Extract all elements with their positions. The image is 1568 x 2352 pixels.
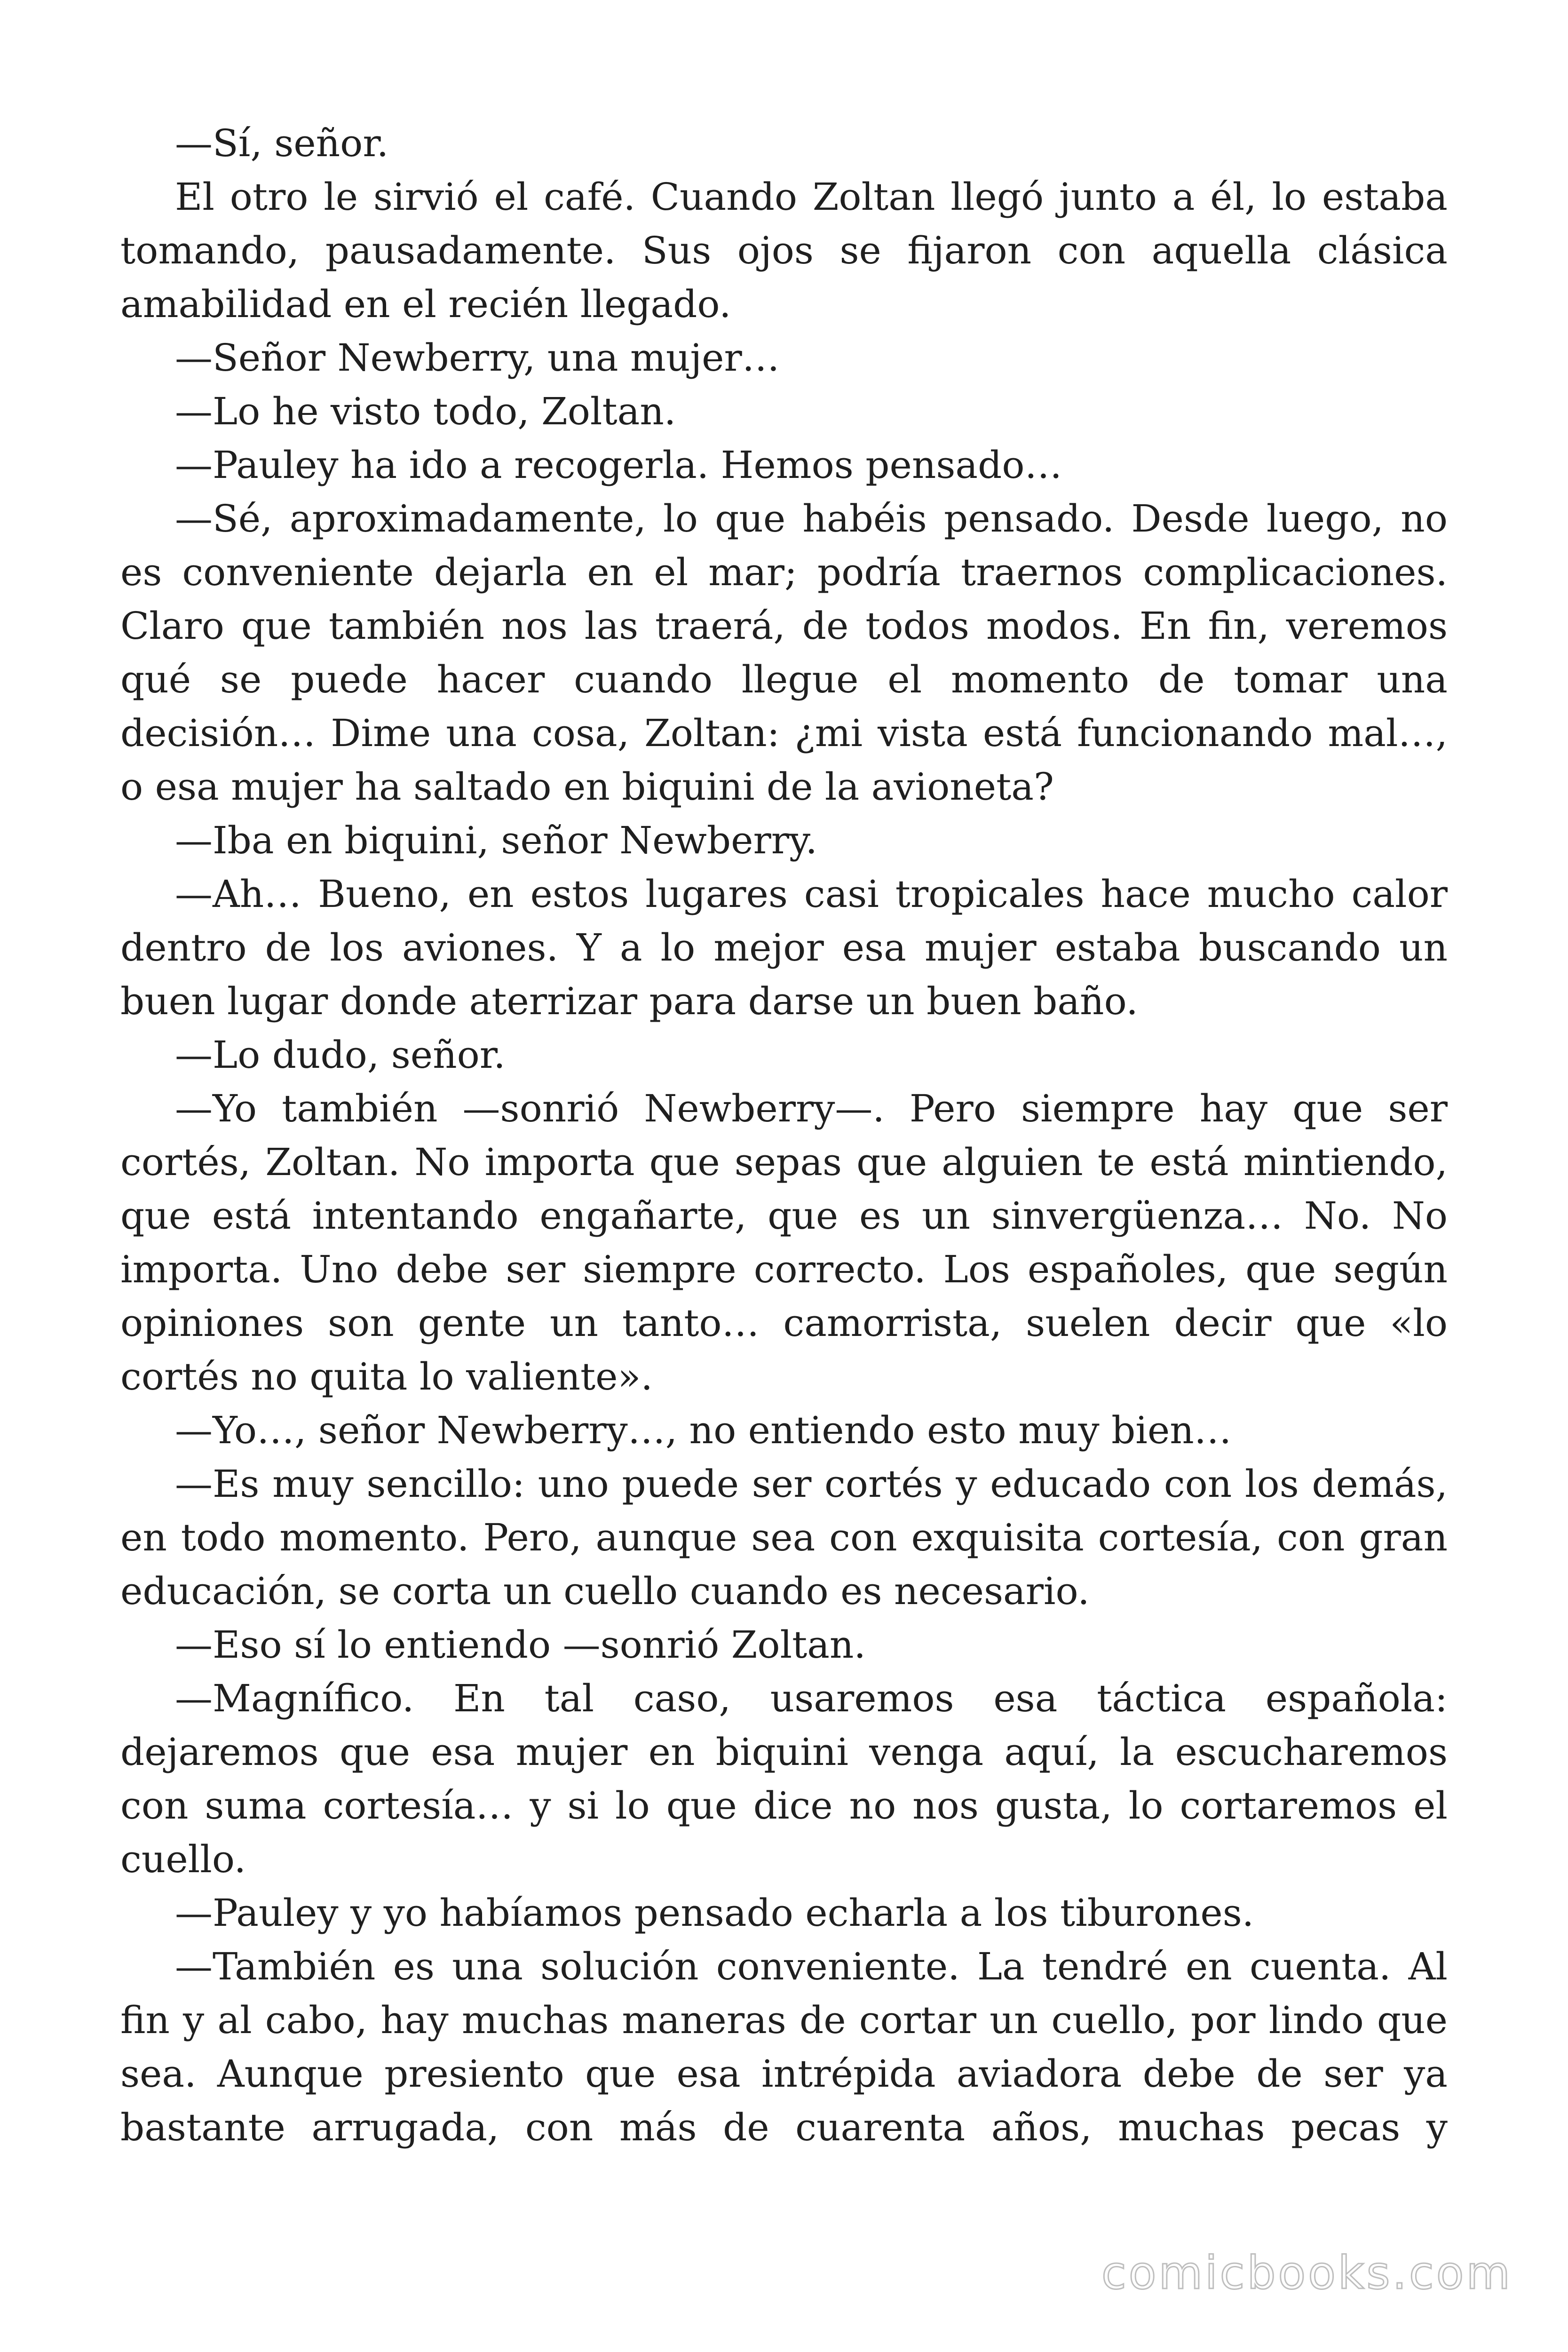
paragraph: —Lo dudo, señor. — [175, 1033, 506, 1077]
paragraph: —Yo también —sonrió Newberry—. Pero siempre hay que ser cortés, Zoltan. No importa que sepas que alguien te está mintiendo, que está intentando engañarte, que es un sinvergüenza… No. No importa. Uno debe ser siempre correcto. Los españoles, que según opiniones son gente un tanto… camorrista, suelen decir que «lo cortés no quita lo valiente». — [120, 1087, 1448, 1398]
paragraph: —Iba en biquini, señor Newberry. — [175, 818, 817, 862]
paragraph: —Señor Newberry, una mujer… — [175, 336, 780, 380]
book-page-text — [120, 117, 1448, 2154]
paragraph: —Ah… Bueno, en estos lugares casi tropicales hace mucho calor dentro de los aviones. Y a lo mejor esa mujer estaba buscando un buen lugar donde aterrizar para darse un buen baño. — [120, 872, 1448, 1023]
paragraph: —Lo he visto todo, Zoltan. — [175, 389, 676, 433]
paragraph: —Pauley y yo habíamos pensado echarla a los tiburones. — [175, 1891, 1254, 1935]
paragraph: —Es muy sencillo: uno puede ser cortés y educado con los demás, en todo momento. Pero, aunque sea con exquisita cortesía, con gran educación, se corta un cuello cuando es necesario. — [120, 1462, 1448, 1613]
paragraph: —Eso sí lo entiendo —sonrió Zoltan. — [175, 1623, 866, 1667]
paragraph: —Magnífico. En tal caso, usaremos esa táctica española: dejaremos que esa mujer en biquini venga aquí, la escucharemos con suma cortesía… y si lo que dice no nos gusta, lo cortaremos el cuello. — [120, 1677, 1448, 1881]
watermark: comicbooks.com — [1101, 2247, 1513, 2299]
paragraph: —Sí, señor. — [175, 121, 389, 165]
paragraph: —También es una solución conveniente. La tendré en cuenta. Al fin y al cabo, hay muchas maneras de cortar un cuello, por lindo que sea. Aunque presiento que esa intrépida aviadora debe de ser ya bastante arrugada, con más de cuarenta años, muchas pecas y — [120, 1945, 1448, 2149]
paragraph: —Yo…, señor Newberry…, no entiendo esto muy bien… — [175, 1408, 1232, 1452]
paragraph: —Pauley ha ido a recogerla. Hemos pensado… — [175, 443, 1062, 487]
paragraph: El otro le sirvió el café. Cuando Zoltan llegó junto a él, lo estaba tomando, pausadamente. Sus ojos se fijaron con aquella clásica amabilidad en el recién llegado. — [120, 175, 1448, 326]
paragraph: —Sé, aproximadamente, lo que habéis pensado. Desde luego, no es conveniente dejarla en el mar; podría traernos complicaciones. Claro que también nos las traerá, de todos modos. En fin, veremos qué se puede hacer cuando llegue el momento de tomar una decisión… Dime una cosa, Zoltan: ¿mi vista está funcionando mal…, o esa mujer ha saltado en biquini de la avioneta? — [120, 497, 1448, 809]
